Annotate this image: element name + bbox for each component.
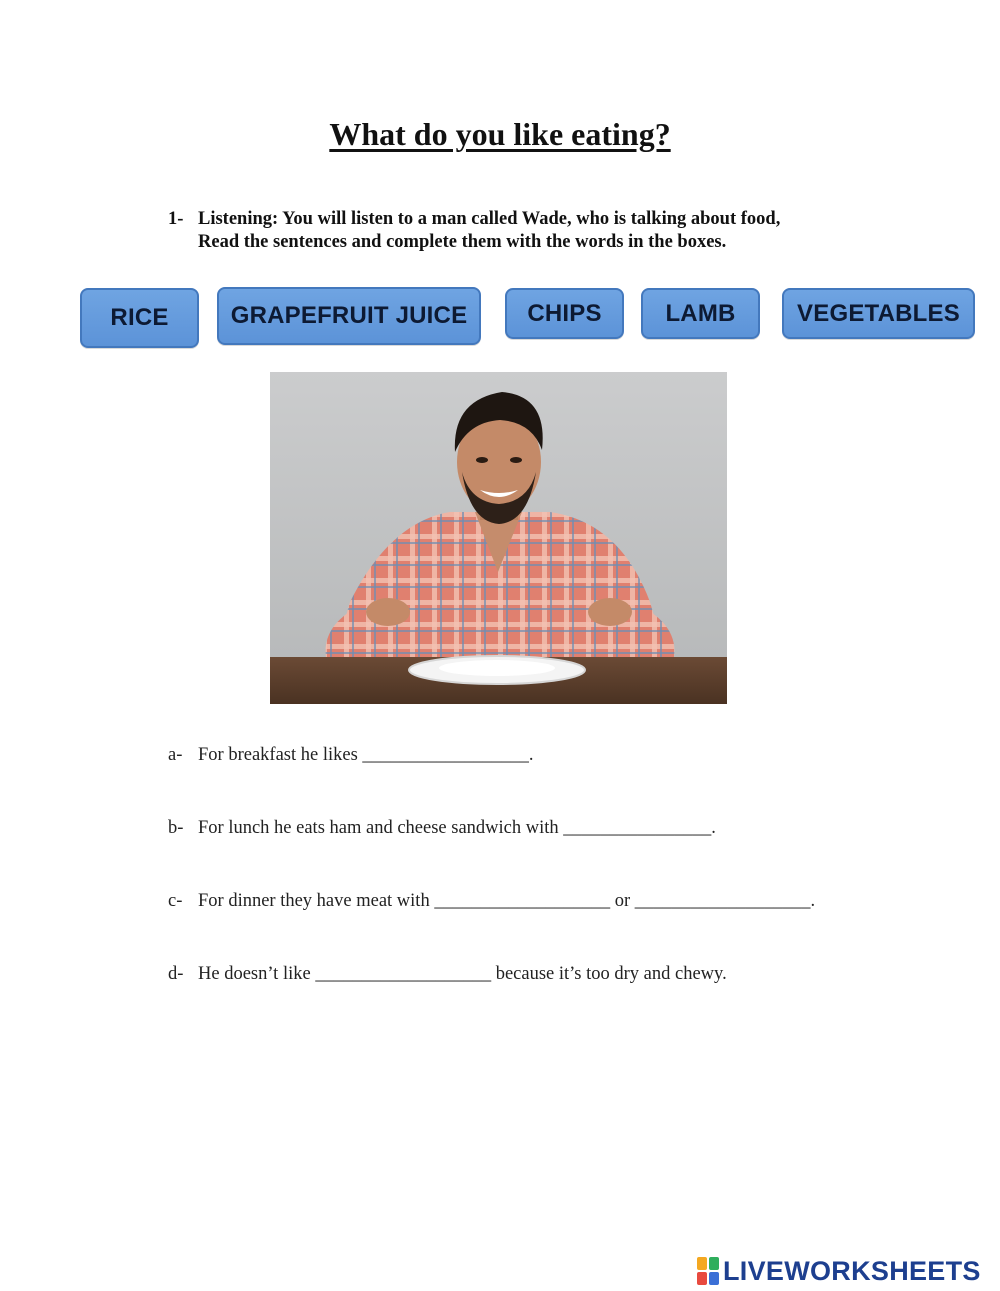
- question-a-text: For breakfast he likes __________________.: [198, 745, 534, 765]
- question-c-letter: c-: [168, 891, 183, 911]
- question-b-letter: b-: [168, 818, 184, 838]
- worksheet-title: What do you like eating?: [329, 116, 671, 152]
- liveworksheets-logo-icon: [697, 1257, 719, 1285]
- word-box-grapefruit-juice[interactable]: GRAPEFRUIT JUICE: [217, 287, 481, 345]
- question-c: [168, 891, 815, 912]
- question-a-letter: a-: [168, 745, 183, 765]
- word-box-vegetables[interactable]: VEGETABLES: [782, 288, 975, 339]
- logo-text: LIVEWORKSHEETS: [723, 1255, 981, 1286]
- question-d-text: He doesn’t like ___________________ because it’s too dry and chewy.: [198, 964, 727, 984]
- question-d: [168, 964, 727, 985]
- instruction-line-1: Listening: You will listen to a man called Wade, who is talking about food,: [198, 209, 781, 229]
- question-d-letter: d-: [168, 964, 184, 984]
- word-box-chips[interactable]: CHIPS: [505, 288, 624, 339]
- question-b: [168, 818, 716, 839]
- man-with-empty-plate-photo: [270, 372, 727, 704]
- question-b-text: For lunch he eats ham and cheese sandwich with ________________.: [198, 818, 716, 838]
- instruction-line-2: Read the sentences and complete them with the words in the boxes.: [198, 232, 727, 252]
- liveworksheets-logo[interactable]: [697, 1256, 981, 1286]
- photo-illustration: [270, 372, 727, 704]
- word-box-rice[interactable]: RICE: [80, 288, 199, 348]
- instruction-number: 1-: [168, 209, 184, 229]
- word-box-lamb[interactable]: LAMB: [641, 288, 760, 339]
- question-a: [168, 745, 534, 766]
- question-c-text: For dinner they have meat with ___________________ or ___________________.: [198, 891, 816, 911]
